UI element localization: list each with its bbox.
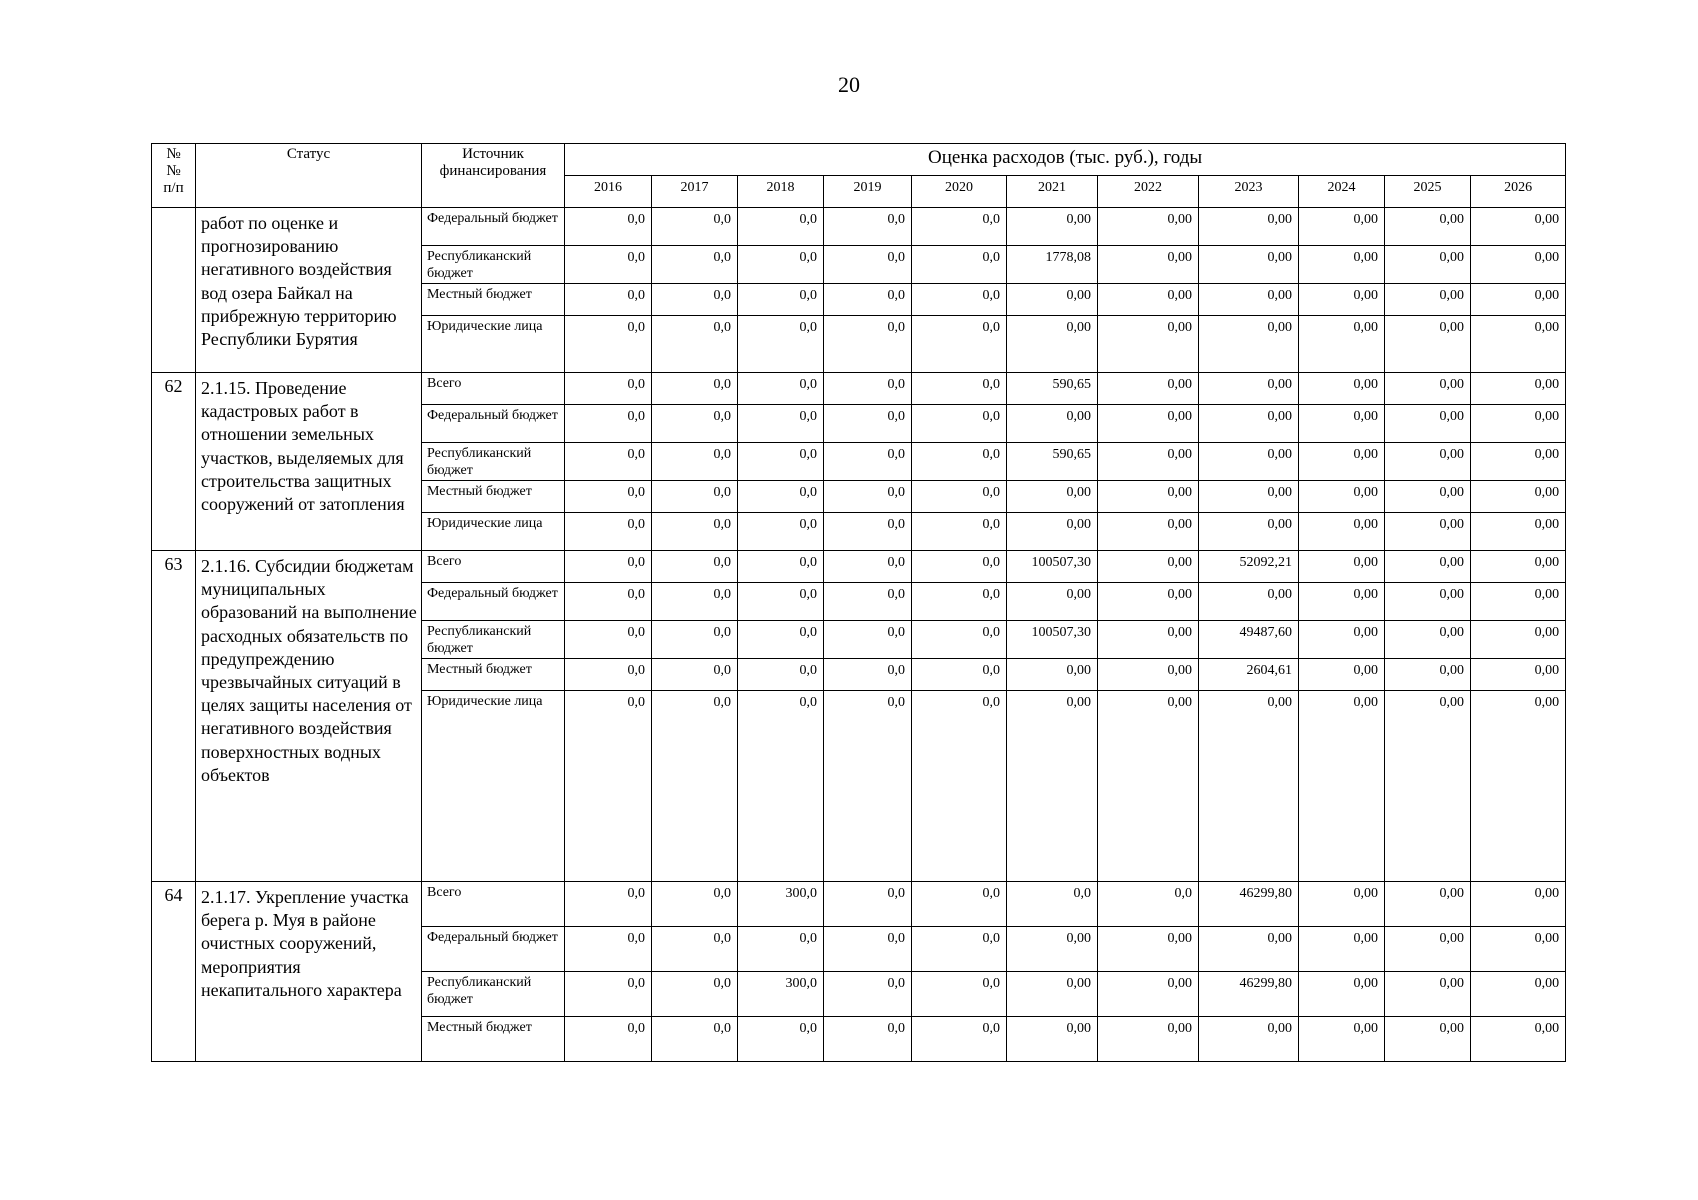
value-cell: 0,0	[912, 513, 1007, 551]
value-cell: 0,00	[1385, 583, 1471, 621]
value-cell: 0,0	[912, 481, 1007, 513]
value-cell: 0,00	[1098, 583, 1199, 621]
source-cell: Федеральный бюджет	[422, 927, 565, 972]
value-cell: 0,0	[824, 659, 912, 691]
value-cell: 0,0	[738, 621, 824, 659]
value-cell: 2604,61	[1199, 659, 1299, 691]
value-cell: 0,00	[1098, 621, 1199, 659]
value-cell: 0,0	[912, 691, 1007, 882]
header-status: Статус	[196, 144, 422, 208]
value-cell: 300,0	[738, 972, 824, 1017]
value-cell: 0,00	[1098, 246, 1199, 284]
value-cell: 0,00	[1471, 246, 1566, 284]
value-cell: 0,00	[1199, 405, 1299, 443]
value-cell: 0,00	[1299, 972, 1385, 1017]
value-cell: 0,00	[1007, 405, 1098, 443]
value-cell: 0,00	[1299, 405, 1385, 443]
value-cell: 0,0	[912, 972, 1007, 1017]
value-cell: 0,00	[1098, 316, 1199, 373]
value-cell: 0,00	[1471, 513, 1566, 551]
value-cell: 0,0	[565, 927, 652, 972]
value-cell: 0,0	[912, 551, 1007, 583]
value-cell: 0,0	[912, 373, 1007, 405]
value-cell: 0,00	[1471, 373, 1566, 405]
value-cell: 0,0	[824, 481, 912, 513]
value-cell: 0,00	[1385, 284, 1471, 316]
value-cell: 0,00	[1385, 405, 1471, 443]
value-cell: 0,0	[652, 208, 738, 246]
value-cell: 0,0	[565, 691, 652, 882]
value-cell: 0,00	[1471, 659, 1566, 691]
value-cell: 0,0	[1098, 882, 1199, 927]
value-cell: 0,00	[1299, 1017, 1385, 1062]
header-year: 2016	[565, 176, 652, 208]
value-cell: 0,0	[652, 316, 738, 373]
value-cell: 0,00	[1199, 1017, 1299, 1062]
value-cell: 0,0	[912, 405, 1007, 443]
value-cell: 0,0	[652, 443, 738, 481]
value-cell: 0,00	[1471, 481, 1566, 513]
value-cell: 0,00	[1385, 882, 1471, 927]
value-cell: 0,00	[1007, 972, 1098, 1017]
value-cell: 0,00	[1299, 284, 1385, 316]
header-year: 2017	[652, 176, 738, 208]
value-cell: 0,0	[565, 621, 652, 659]
page-number: 20	[838, 72, 860, 97]
value-cell: 0,00	[1199, 373, 1299, 405]
value-cell: 0,00	[1299, 621, 1385, 659]
value-cell: 0,0	[912, 882, 1007, 927]
value-cell: 0,00	[1199, 316, 1299, 373]
value-cell: 0,0	[824, 927, 912, 972]
value-cell: 0,00	[1385, 927, 1471, 972]
value-cell: 0,0	[824, 208, 912, 246]
value-cell: 0,0	[652, 1017, 738, 1062]
header-year: 2022	[1098, 176, 1199, 208]
value-cell: 0,0	[565, 583, 652, 621]
value-cell: 0,00	[1471, 551, 1566, 583]
expenditure-table	[151, 143, 1566, 1062]
value-cell: 0,00	[1007, 316, 1098, 373]
value-cell: 0,0	[824, 316, 912, 373]
value-cell: 46299,80	[1199, 882, 1299, 927]
value-cell: 0,00	[1385, 691, 1471, 882]
value-cell: 0,0	[565, 1017, 652, 1062]
value-cell: 0,00	[1471, 208, 1566, 246]
value-cell: 0,00	[1385, 316, 1471, 373]
value-cell: 0,00	[1299, 246, 1385, 284]
source-cell: Всего	[422, 373, 565, 405]
value-cell: 0,0	[738, 513, 824, 551]
value-cell: 0,0	[824, 583, 912, 621]
value-cell: 0,0	[738, 284, 824, 316]
value-cell: 0,0	[824, 621, 912, 659]
table-row	[152, 551, 1566, 583]
value-cell: 46299,80	[1199, 972, 1299, 1017]
value-cell: 0,0	[738, 208, 824, 246]
value-cell: 1778,08	[1007, 246, 1098, 284]
value-cell: 0,0	[912, 1017, 1007, 1062]
value-cell: 0,00	[1385, 373, 1471, 405]
value-cell: 0,00	[1098, 481, 1199, 513]
source-cell: Местный бюджет	[422, 481, 565, 513]
value-cell: 0,0	[565, 481, 652, 513]
header-year: 2021	[1007, 176, 1098, 208]
value-cell: 100507,30	[1007, 621, 1098, 659]
value-cell: 0,00	[1471, 583, 1566, 621]
value-cell: 0,0	[912, 208, 1007, 246]
value-cell: 100507,30	[1007, 551, 1098, 583]
value-cell: 0,00	[1385, 443, 1471, 481]
source-cell: Местный бюджет	[422, 284, 565, 316]
value-cell: 0,0	[738, 583, 824, 621]
value-cell: 0,00	[1007, 208, 1098, 246]
value-cell: 0,0	[824, 513, 912, 551]
value-cell: 0,0	[652, 583, 738, 621]
value-cell: 0,0	[565, 373, 652, 405]
value-cell: 0,00	[1098, 691, 1199, 882]
value-cell: 0,0	[824, 1017, 912, 1062]
value-cell: 0,0	[652, 621, 738, 659]
value-cell: 0,00	[1385, 246, 1471, 284]
value-cell: 0,00	[1199, 583, 1299, 621]
value-cell: 0,00	[1299, 443, 1385, 481]
value-cell: 0,00	[1098, 927, 1199, 972]
value-cell: 0,00	[1385, 481, 1471, 513]
value-cell: 0,00	[1385, 972, 1471, 1017]
value-cell: 0,0	[912, 583, 1007, 621]
value-cell: 0,00	[1471, 405, 1566, 443]
value-cell: 0,0	[565, 405, 652, 443]
value-cell: 0,00	[1471, 621, 1566, 659]
value-cell: 590,65	[1007, 373, 1098, 405]
row-number: 63	[152, 551, 196, 882]
value-cell: 0,00	[1098, 373, 1199, 405]
value-cell: 0,0	[652, 691, 738, 882]
value-cell: 0,0	[565, 882, 652, 927]
value-cell: 0,00	[1199, 284, 1299, 316]
value-cell: 300,0	[738, 882, 824, 927]
header-year: 2019	[824, 176, 912, 208]
value-cell: 0,00	[1471, 316, 1566, 373]
header-source: Источник финансирования	[422, 144, 565, 208]
status-cell: 2.1.16. Субсидии бюджетам муниципальных образований на выполнение расходных обязательств по предупреждению чрезвычайных ситуаций в целях защиты населения от негативного воздействия поверхностных водных объектов	[196, 551, 422, 882]
value-cell: 0,00	[1299, 882, 1385, 927]
value-cell: 0,0	[912, 443, 1007, 481]
source-cell: Республиканский бюджет	[422, 972, 565, 1017]
value-cell: 0,0	[912, 659, 1007, 691]
value-cell: 0,0	[824, 405, 912, 443]
value-cell: 0,00	[1098, 1017, 1199, 1062]
value-cell: 0,0	[652, 882, 738, 927]
value-cell: 590,65	[1007, 443, 1098, 481]
header-num: № № п/п	[152, 144, 196, 208]
row-number	[152, 208, 196, 373]
source-cell: Федеральный бюджет	[422, 583, 565, 621]
value-cell: 0,0	[565, 316, 652, 373]
value-cell: 0,0	[824, 373, 912, 405]
value-cell: 0,00	[1471, 691, 1566, 882]
value-cell: 0,00	[1007, 481, 1098, 513]
value-cell: 0,0	[738, 691, 824, 882]
value-cell: 0,0	[824, 972, 912, 1017]
value-cell: 0,0	[652, 659, 738, 691]
value-cell: 0,00	[1471, 927, 1566, 972]
value-cell: 0,0	[565, 284, 652, 316]
value-cell: 0,0	[738, 1017, 824, 1062]
value-cell: 0,0	[652, 513, 738, 551]
value-cell: 0,00	[1199, 443, 1299, 481]
source-cell: Республиканский бюджет	[422, 443, 565, 481]
value-cell: 0,00	[1007, 659, 1098, 691]
source-cell: Республиканский бюджет	[422, 246, 565, 284]
value-cell: 0,0	[652, 284, 738, 316]
value-cell: 0,0	[565, 246, 652, 284]
value-cell: 0,00	[1299, 316, 1385, 373]
value-cell: 0,00	[1199, 481, 1299, 513]
header-year: 2024	[1299, 176, 1385, 208]
value-cell: 0,00	[1007, 1017, 1098, 1062]
value-cell: 0,0	[824, 882, 912, 927]
value-cell: 0,00	[1299, 551, 1385, 583]
value-cell: 0,00	[1471, 972, 1566, 1017]
status-cell: 2.1.15. Проведение кадастровых работ в отношении земельных участков, выделяемых для строительства защитных сооружений от затопления	[196, 373, 422, 551]
value-cell: 0,00	[1007, 927, 1098, 972]
value-cell: 0,0	[912, 927, 1007, 972]
header-year: 2020	[912, 176, 1007, 208]
value-cell: 0,00	[1007, 513, 1098, 551]
value-cell: 0,00	[1199, 691, 1299, 882]
source-cell: Федеральный бюджет	[422, 405, 565, 443]
value-cell: 0,00	[1098, 443, 1199, 481]
value-cell: 0,00	[1098, 405, 1199, 443]
value-cell: 0,00	[1385, 659, 1471, 691]
row-number: 62	[152, 373, 196, 551]
value-cell: 0,00	[1299, 513, 1385, 551]
source-cell: Юридические лица	[422, 691, 565, 882]
value-cell: 0,00	[1299, 659, 1385, 691]
value-cell: 0,0	[565, 972, 652, 1017]
value-cell: 0,00	[1098, 208, 1199, 246]
value-cell: 0,00	[1199, 927, 1299, 972]
value-cell: 0,00	[1098, 551, 1199, 583]
value-cell: 0,0	[738, 246, 824, 284]
source-cell: Всего	[422, 551, 565, 583]
value-cell: 0,0	[565, 513, 652, 551]
value-cell: 0,0	[565, 208, 652, 246]
table-row	[152, 882, 1566, 927]
value-cell: 52092,21	[1199, 551, 1299, 583]
value-cell: 0,00	[1385, 1017, 1471, 1062]
value-cell: 0,00	[1007, 284, 1098, 316]
value-cell: 0,00	[1299, 373, 1385, 405]
value-cell: 0,0	[652, 373, 738, 405]
table-body	[152, 208, 1566, 1062]
status-cell: работ по оценке и прогнозированию негативного воздействия вод озера Байкал на прибрежную территорию Республики Бурятия	[196, 208, 422, 373]
value-cell: 0,0	[824, 691, 912, 882]
value-cell: 0,0	[912, 246, 1007, 284]
value-cell: 0,0	[738, 927, 824, 972]
value-cell: 0,0	[565, 659, 652, 691]
source-cell: Республиканский бюджет	[422, 621, 565, 659]
value-cell: 0,0	[738, 405, 824, 443]
table-row	[152, 208, 1566, 246]
source-cell: Юридические лица	[422, 316, 565, 373]
value-cell: 0,0	[738, 316, 824, 373]
value-cell: 0,00	[1385, 621, 1471, 659]
value-cell: 0,0	[912, 316, 1007, 373]
value-cell: 0,0	[738, 443, 824, 481]
value-cell: 0,00	[1385, 208, 1471, 246]
value-cell: 0,00	[1199, 208, 1299, 246]
value-cell: 0,00	[1385, 513, 1471, 551]
value-cell: 0,0	[652, 405, 738, 443]
value-cell: 0,00	[1199, 246, 1299, 284]
value-cell: 0,0	[912, 621, 1007, 659]
value-cell: 0,0	[652, 551, 738, 583]
header-costs: Оценка расходов (тыс. руб.), годы	[565, 144, 1566, 176]
value-cell: 0,0	[824, 246, 912, 284]
source-cell: Юридические лица	[422, 513, 565, 551]
value-cell: 0,00	[1471, 284, 1566, 316]
status-cell: 2.1.17. Укрепление участка берега р. Муя в районе очистных сооружений, мероприятия некапитального характера	[196, 882, 422, 1062]
value-cell: 0,0	[652, 972, 738, 1017]
value-cell: 0,00	[1199, 513, 1299, 551]
value-cell: 0,0	[824, 551, 912, 583]
header-year: 2018	[738, 176, 824, 208]
value-cell: 0,00	[1471, 443, 1566, 481]
header-year: 2023	[1199, 176, 1299, 208]
value-cell: 49487,60	[1199, 621, 1299, 659]
source-cell: Федеральный бюджет	[422, 208, 565, 246]
value-cell: 0,00	[1299, 691, 1385, 882]
value-cell: 0,0	[824, 443, 912, 481]
value-cell: 0,00	[1299, 927, 1385, 972]
value-cell: 0,00	[1098, 513, 1199, 551]
value-cell: 0,00	[1007, 691, 1098, 882]
value-cell: 0,0	[1007, 882, 1098, 927]
value-cell: 0,00	[1098, 972, 1199, 1017]
source-cell: Всего	[422, 882, 565, 927]
value-cell: 0,00	[1385, 551, 1471, 583]
value-cell: 0,00	[1299, 481, 1385, 513]
value-cell: 0,0	[912, 284, 1007, 316]
value-cell: 0,0	[652, 246, 738, 284]
value-cell: 0,0	[738, 481, 824, 513]
value-cell: 0,00	[1007, 583, 1098, 621]
value-cell: 0,0	[738, 373, 824, 405]
source-cell: Местный бюджет	[422, 659, 565, 691]
value-cell: 0,0	[652, 927, 738, 972]
header-year: 2025	[1385, 176, 1471, 208]
header-year: 2026	[1471, 176, 1566, 208]
table-row	[152, 373, 1566, 405]
value-cell: 0,0	[565, 443, 652, 481]
value-cell: 0,0	[738, 551, 824, 583]
row-number: 64	[152, 882, 196, 1062]
source-cell: Местный бюджет	[422, 1017, 565, 1062]
value-cell: 0,00	[1299, 208, 1385, 246]
value-cell: 0,00	[1098, 659, 1199, 691]
value-cell: 0,00	[1098, 284, 1199, 316]
value-cell: 0,00	[1299, 583, 1385, 621]
value-cell: 0,0	[824, 284, 912, 316]
value-cell: 0,0	[652, 481, 738, 513]
value-cell: 0,00	[1471, 1017, 1566, 1062]
value-cell: 0,00	[1471, 882, 1566, 927]
value-cell: 0,0	[565, 551, 652, 583]
value-cell: 0,0	[738, 659, 824, 691]
